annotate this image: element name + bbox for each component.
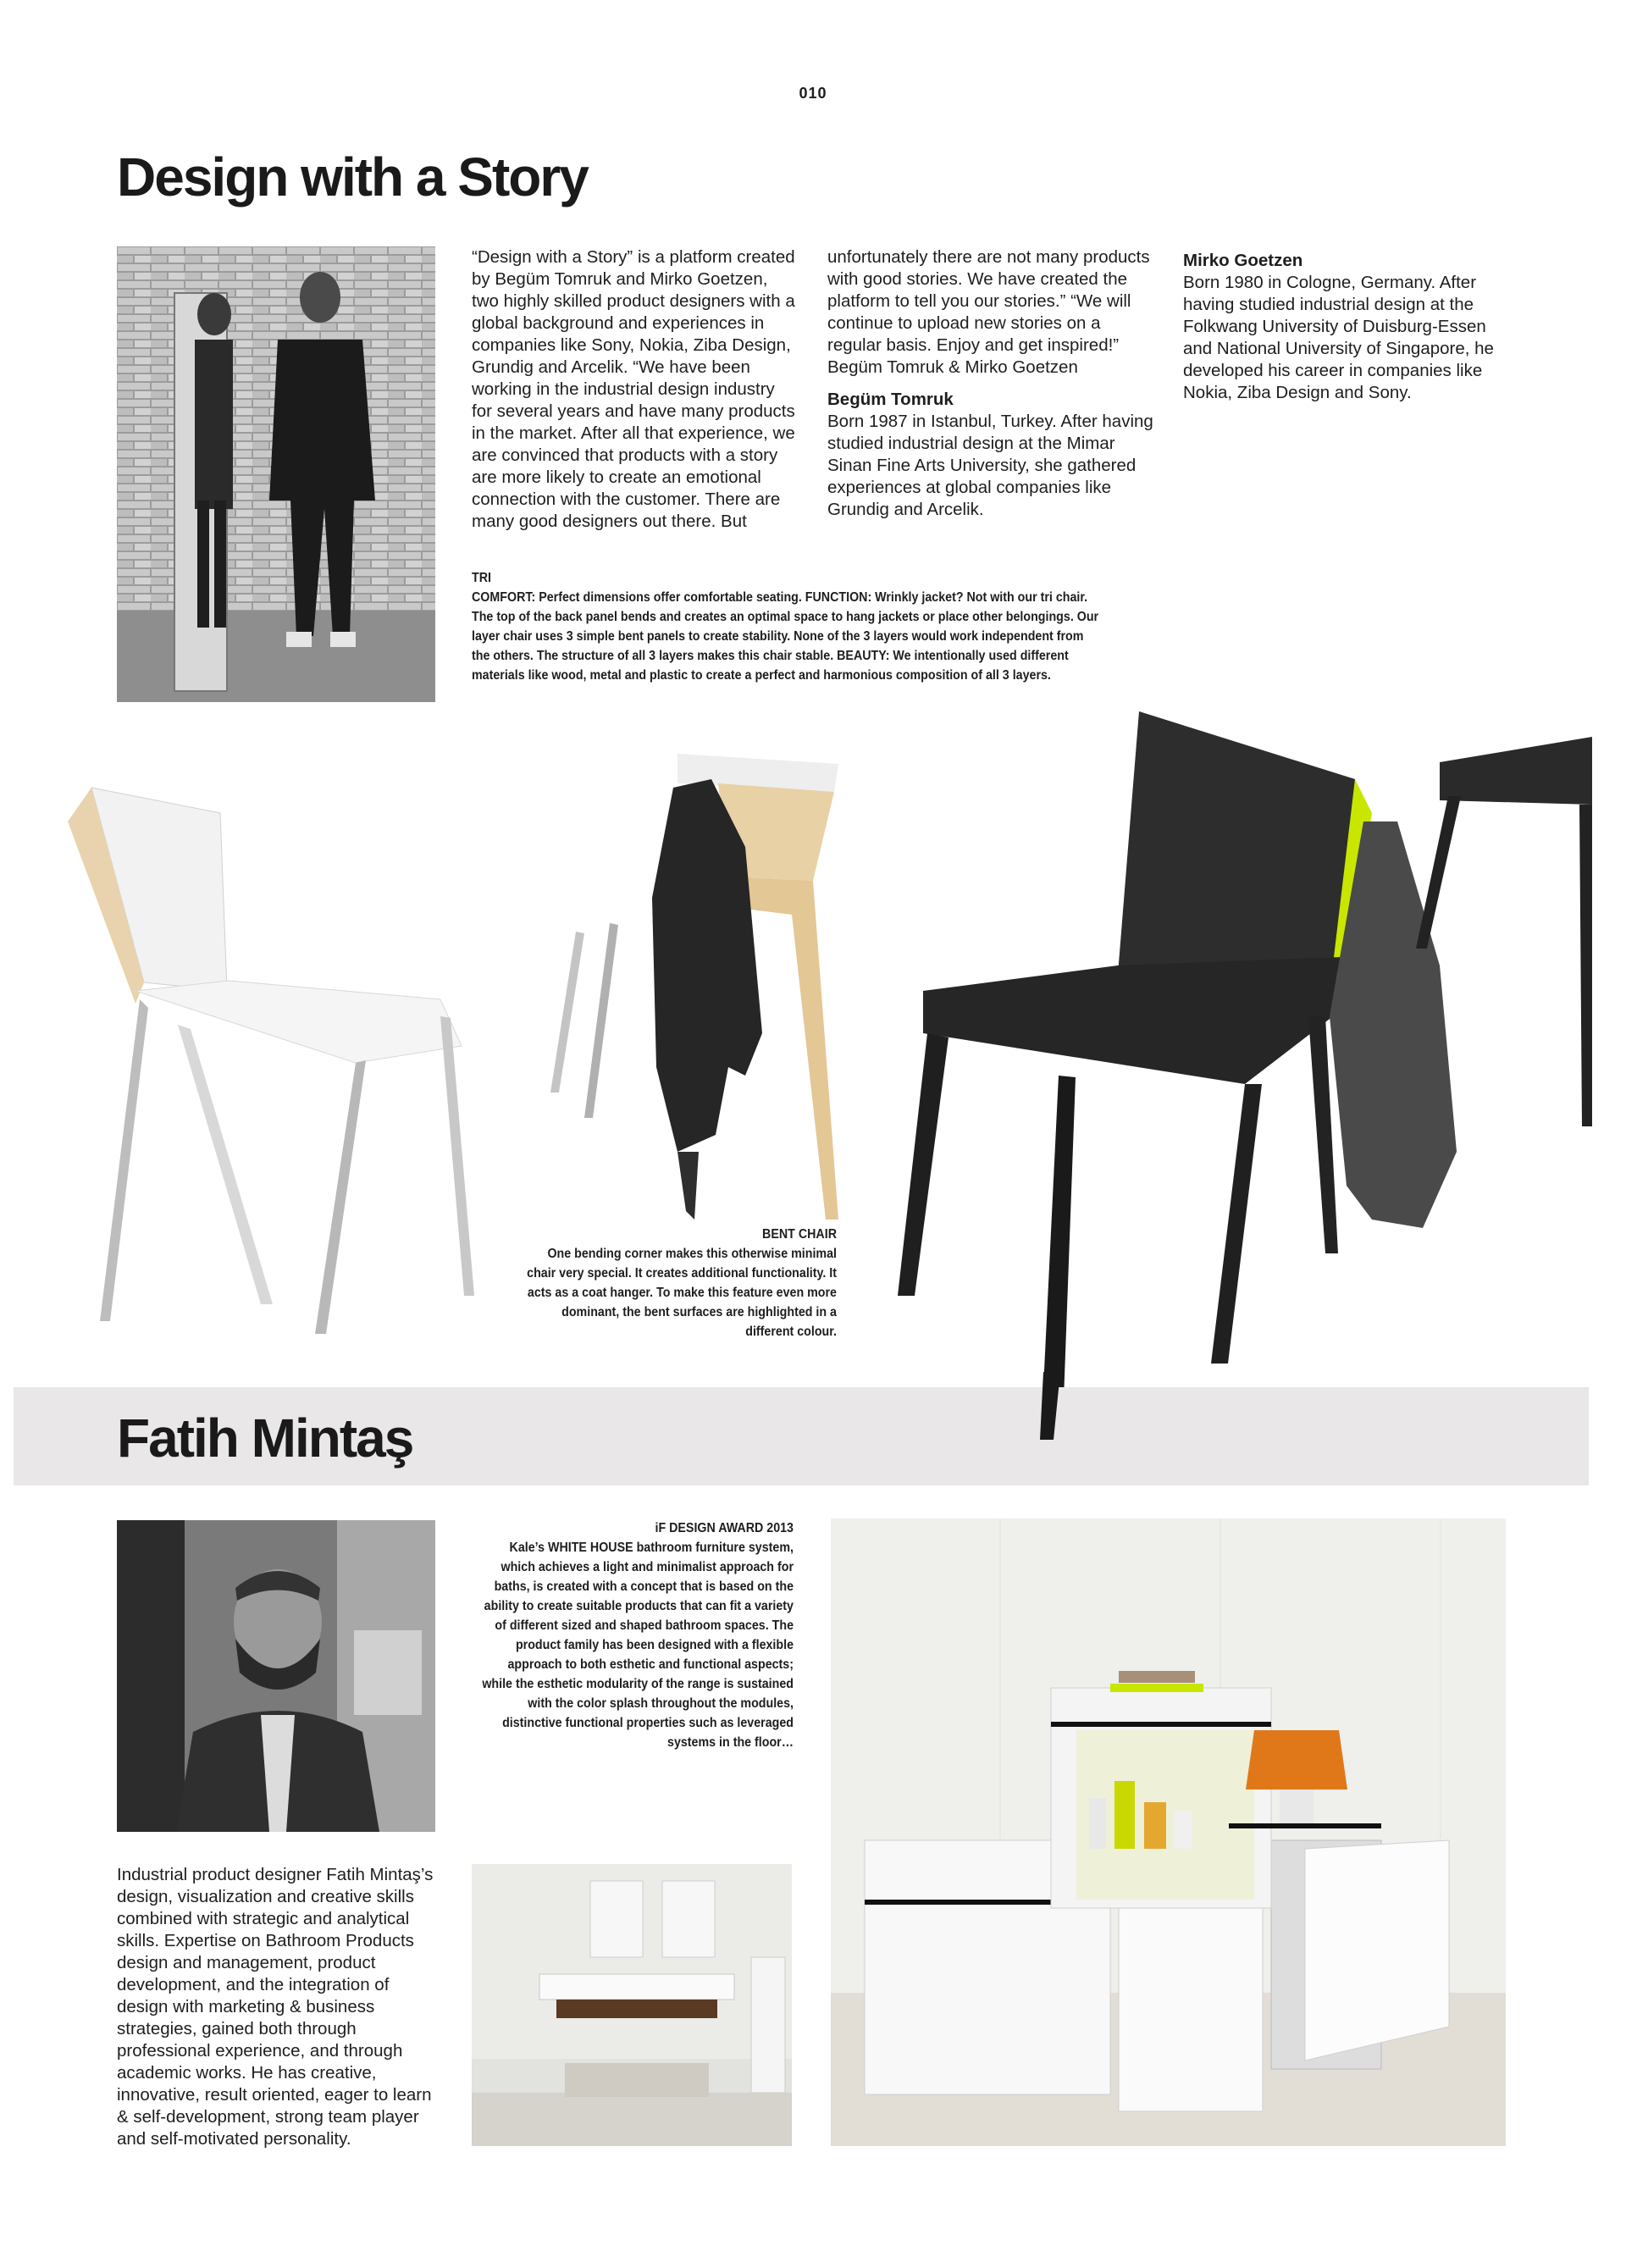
chair-leg-overlap bbox=[1033, 1372, 1067, 1440]
intro-text-1: “Design with a Story” is a platform created by Begüm Tomruk and Mirko Goetzen, two highly skilled product designers with a global background and experiences in companies like Sony, Nokia, Ziba Design, Grundig and Arcelik. “We have been working in the industrial design industry for several years and have many products in the market. After all that experience, we are convinced that products with a story are more likely to create an emotional connection with the customer. There are many good designers out there. But bbox=[472, 247, 795, 531]
bent-chair-heading: BENT CHAIR bbox=[762, 1227, 837, 1242]
fatih-bio-text: Industrial product designer Fatih Mintaş’s design, visualization and creative skills combined with strategic and analytical skills. Expertise on Bathroom Products design and management, product development, and the integration of design with marketing & business strategies, gained both through professional experience, and through academic works. He has creative, innovative, result oriented, eager to learn & self-development, strong team player and self-motivated personality. bbox=[117, 1865, 434, 2149]
award-heading: iF DESIGN AWARD 2013 bbox=[655, 1521, 794, 1535]
bio-mirko-text: Born 1980 in Cologne, Germany. After having studied industrial design at the Folkwang University of Duisburg-Essen and National University of Singapore, he developed his career in companies like Nokia, Ziba Design and Sony. bbox=[1183, 273, 1494, 402]
tri-caption bbox=[472, 568, 1103, 685]
fatih-portrait-photo bbox=[117, 1520, 435, 1832]
award-text: Kale’s WHITE HOUSE bathroom furniture system, which achieves a light and minimalist approach for baths, is created with a concept that is based on the ability to create suitable products that can fit a variety of different sized and shaped bathroom spaces. The product family has been designed with a flexible approach to both esthetic and functional aspects; while the esthetic modularity of the range is sustained with the color splash throughout the modules, distinctive functional properties such as leveraged systems in the floor… bbox=[482, 1541, 794, 1750]
tri-text: COMFORT: Perfect dimensions offer comfortable seating. FUNCTION: Wrinkly jacket? Not with our tri chair. The top of the back panel bends and creates an optimal space to hang jackets or place other belongings. Our layer chair uses 3 simple bent panels to create stability. None of the 3 layers would work independent from the others. The structure of all 3 layers makes this chair stable. BEAUTY: We intentionally used different materials like wood, metal and plastic to create a perfect and harmonious composition of all 3 layers. bbox=[472, 590, 1099, 683]
bio-begum-text: Born 1987 in Istanbul, Turkey. After having studied industrial design at the Mimar Sinan Fine Arts University, she gathered experiences at global companies like Grundig and Arcelik. bbox=[827, 412, 1153, 519]
tri-chair-illustration bbox=[550, 754, 838, 1220]
intro-text-2: unfortunately there are not many products with good stories. We have created the platform to tell you our stories.” “We will continue to upload new stories on a regular basis. Enjoy and get inspired!” bbox=[827, 247, 1150, 355]
bathroom-photo bbox=[472, 1864, 792, 2146]
fatih-bio-column bbox=[117, 1864, 443, 2150]
bio-mirko-column bbox=[1183, 250, 1509, 404]
black-chair-illustration bbox=[898, 711, 1457, 1423]
intro-column-2 bbox=[827, 246, 1153, 521]
award-caption bbox=[482, 1518, 794, 1752]
page-number: 010 bbox=[799, 85, 827, 102]
cabinet-photo bbox=[831, 1518, 1506, 2146]
designers-portrait-photo bbox=[117, 246, 435, 702]
section-title-design-with-a-story: Design with a Story bbox=[117, 147, 588, 207]
bio-begum-name: Begüm Tomruk bbox=[827, 390, 954, 409]
bent-chair-caption bbox=[525, 1225, 837, 1341]
intro-column-1 bbox=[472, 246, 798, 533]
signature: Begüm Tomruk & Mirko Goetzen bbox=[827, 357, 1078, 377]
bent-chair-text: One bending corner makes this otherwise minimal chair very special. It creates additional functionality. It acts as a coat hanger. To make this feature even more dominant, the bent surfaces are highlighted in a different colour. bbox=[527, 1247, 837, 1339]
tri-heading: TRI bbox=[472, 571, 491, 585]
white-chair-illustration bbox=[68, 788, 474, 1334]
section-title-fatih-mintas: Fatih Mintaş bbox=[117, 1408, 413, 1469]
bio-mirko-name: Mirko Goetzen bbox=[1183, 251, 1303, 270]
